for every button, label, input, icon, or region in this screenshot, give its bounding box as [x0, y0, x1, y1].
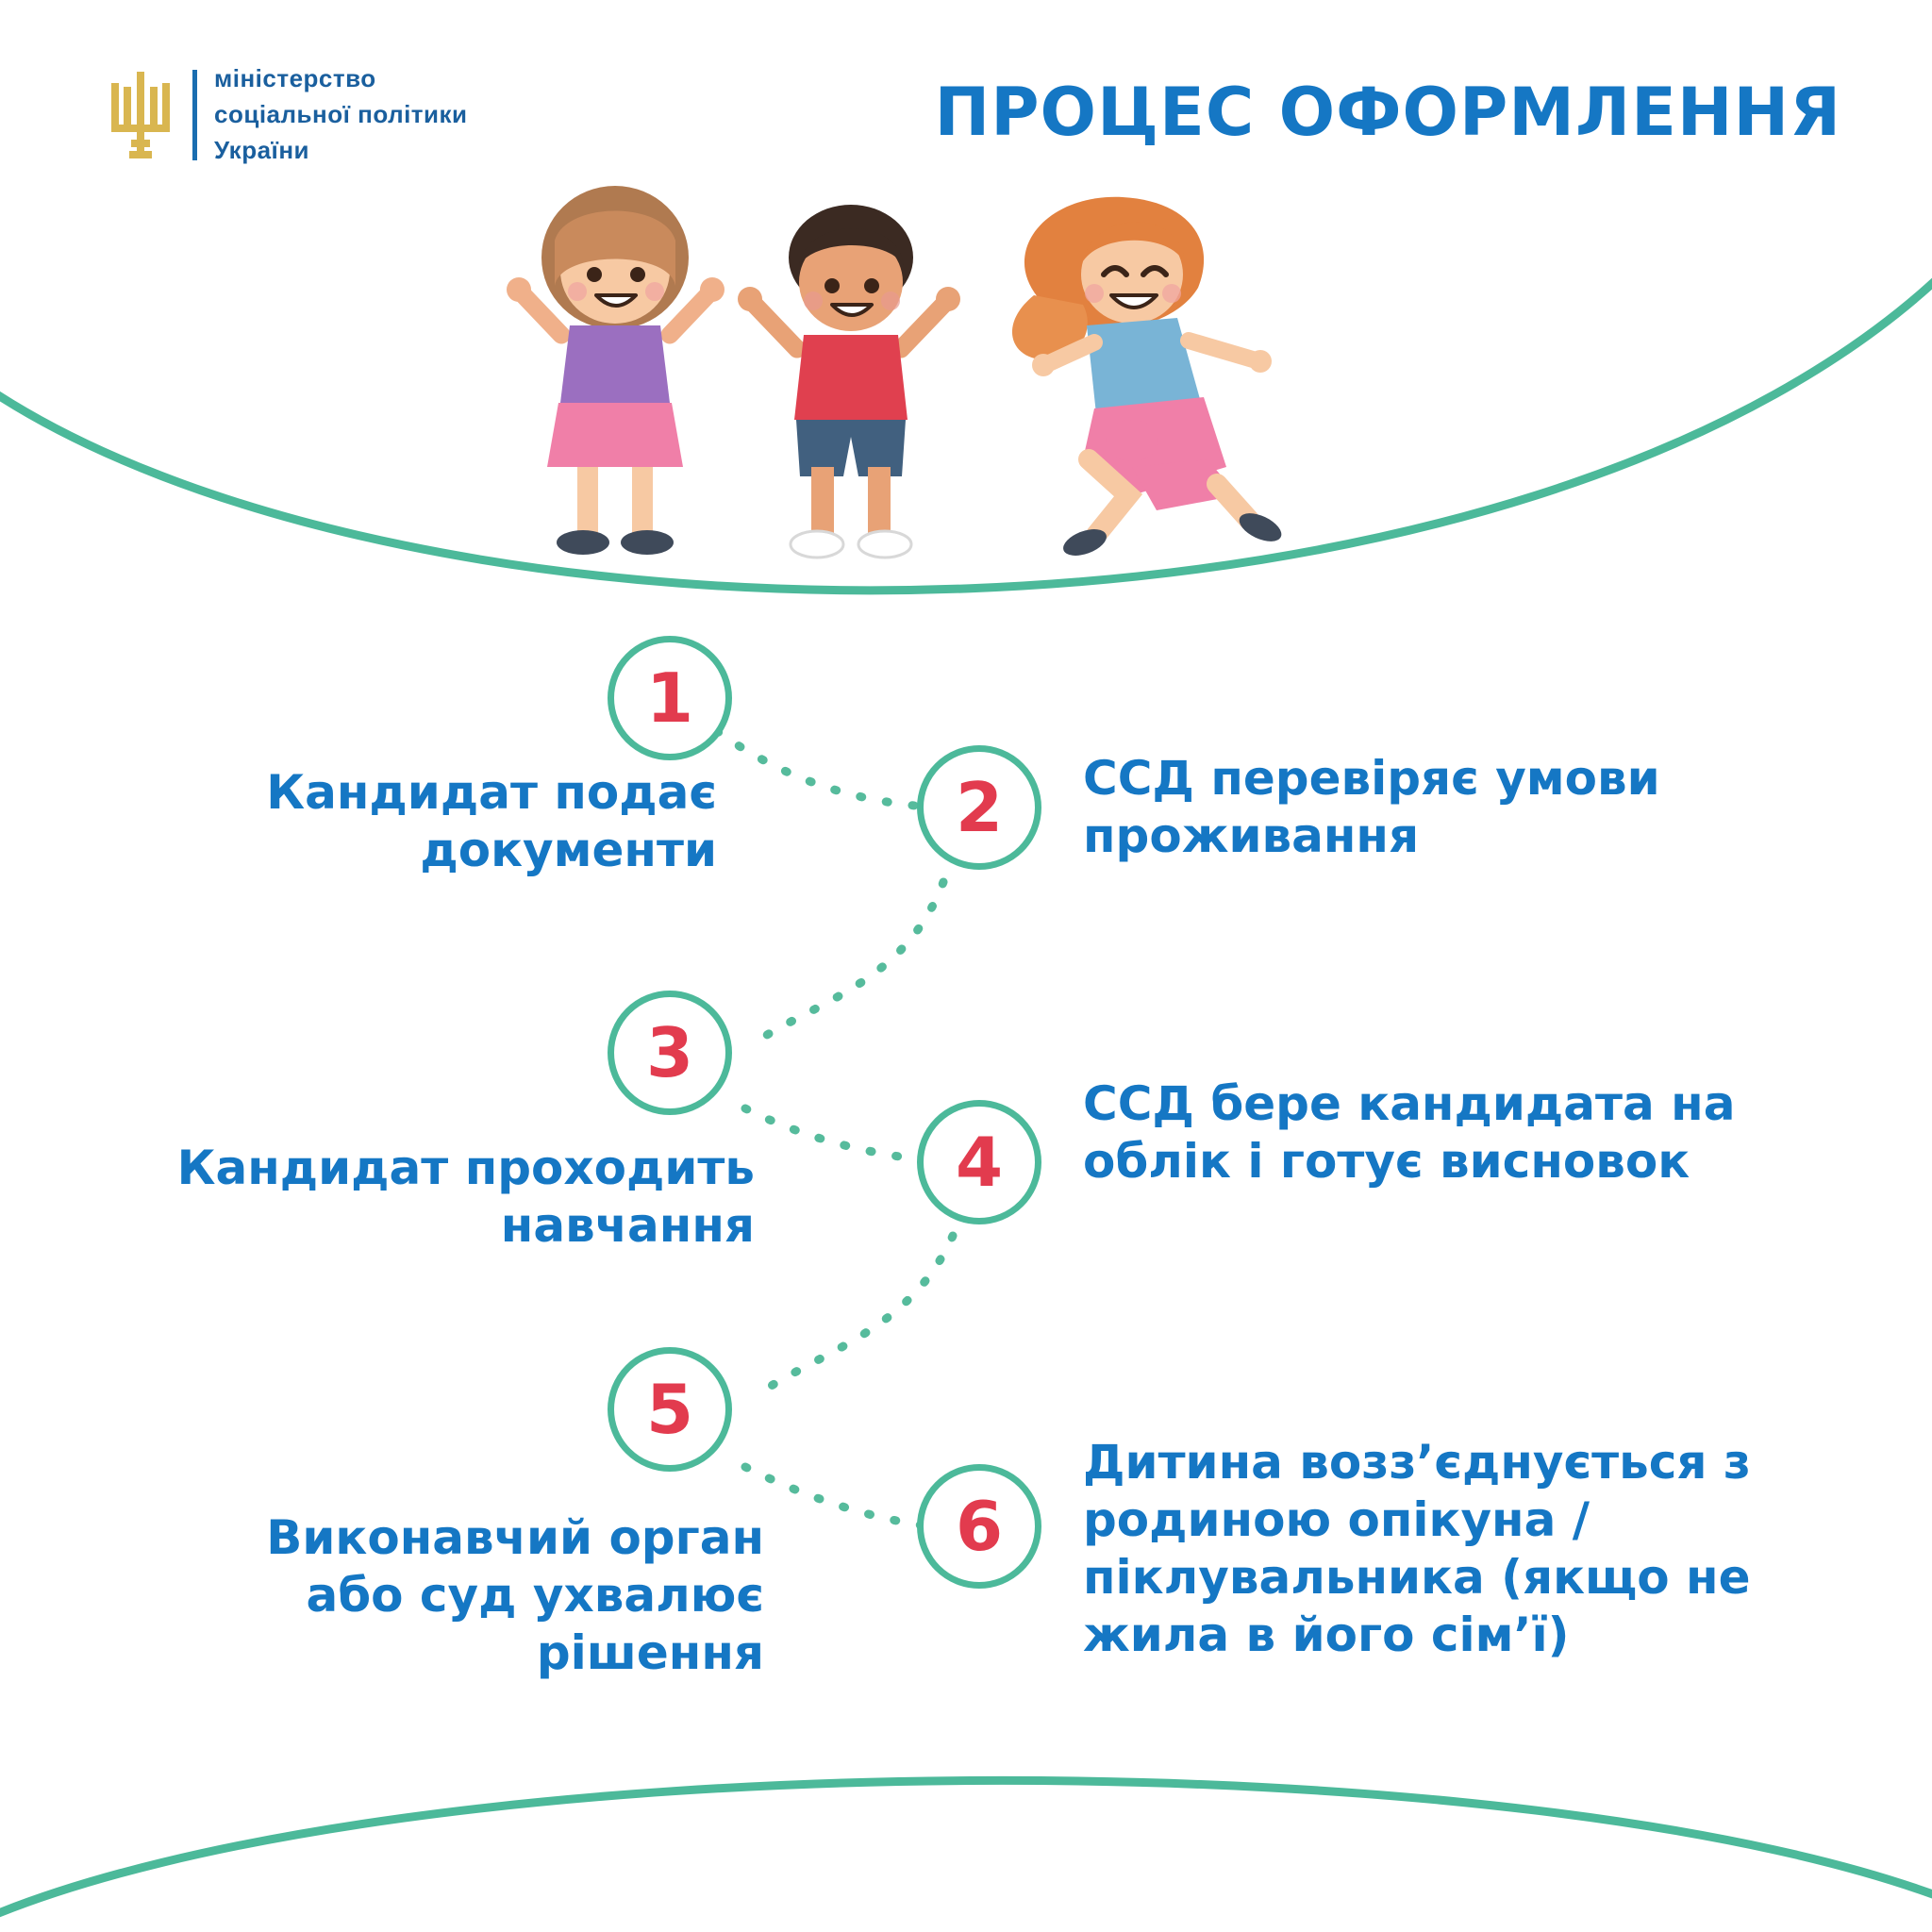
girl-purple-shirt: [507, 186, 724, 555]
logo-divider: [192, 70, 197, 160]
step-circle-4[interactable]: [917, 1100, 1041, 1224]
connector-2-3: [755, 882, 943, 1042]
step-label-3: Кандидат проходить навчання: [176, 1141, 755, 1253]
step-label-4: ССД бере кандидата на облік і готує висновок: [1083, 1076, 1736, 1189]
connector-5-6: [745, 1467, 943, 1528]
step-circle-2[interactable]: [917, 745, 1041, 870]
logo-line-3: України: [214, 136, 310, 164]
connector-3-4: [745, 1108, 943, 1162]
girl-blue-shirt: [1012, 197, 1286, 561]
step-circle-6[interactable]: [917, 1464, 1041, 1589]
logo-line-2: соціальної політики: [214, 100, 468, 128]
step-number-6: 6: [955, 1487, 1004, 1566]
step-label-2: ССД перевіряє умови проживання: [1083, 751, 1660, 863]
step-label-6: Дитина возз’єднується з родиною опікуна / піклувальника (якщо не жила в його сім’ї): [1083, 1435, 1751, 1662]
connector-4-5: [755, 1236, 953, 1396]
boy-red-shirt: [738, 205, 960, 558]
step-number-3: 3: [645, 1013, 694, 1092]
step-circle-5[interactable]: [608, 1347, 732, 1472]
step-number-4: 4: [955, 1123, 1004, 1202]
step-circle-1[interactable]: [608, 636, 732, 760]
step-label-1: Кандидат подає документи: [266, 765, 717, 877]
connector-1-2: [717, 731, 924, 807]
logo-line-1: міністерство: [214, 64, 376, 92]
bottom-arc: [0, 1780, 1932, 1924]
ministry-logo: [106, 64, 468, 165]
three-children-illustration: [472, 184, 1321, 561]
step-number-5: 5: [645, 1370, 694, 1449]
step-number-1: 1: [645, 658, 694, 738]
page-title: ПРОЦЕС ОФОРМЛЕННЯ: [934, 74, 1841, 151]
ukraine-trident-icon: [106, 66, 175, 164]
step-label-5: Виконавчий орган або суд ухвалює рішення: [266, 1510, 764, 1680]
step-circle-3[interactable]: [608, 991, 732, 1115]
step-number-2: 2: [955, 768, 1004, 847]
